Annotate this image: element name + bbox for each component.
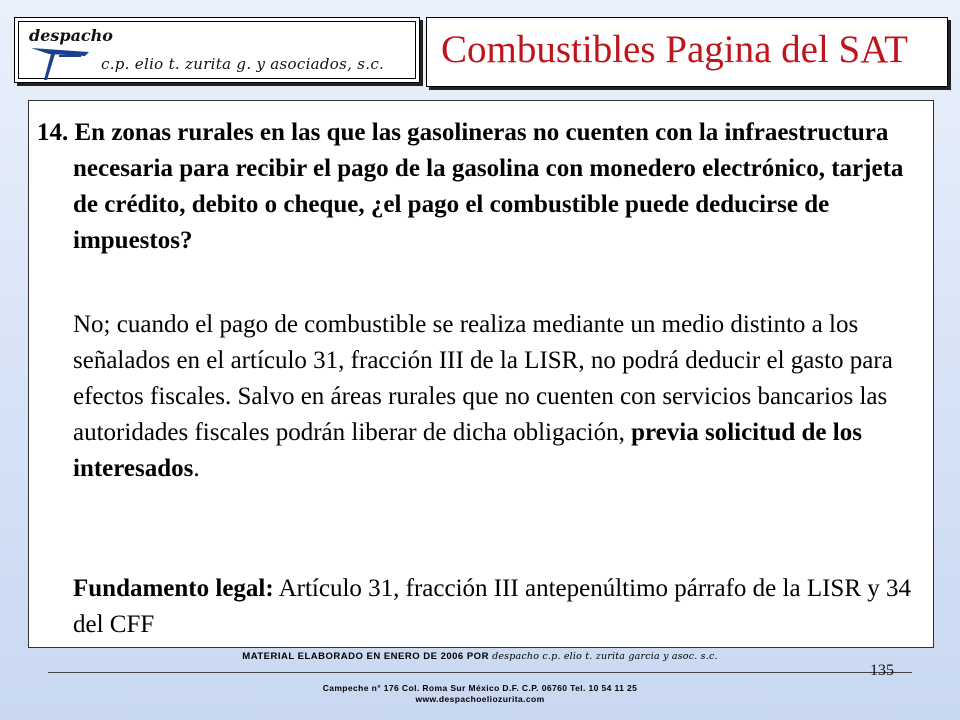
- logo-frame: [18, 21, 416, 79]
- answer-bold-text: previa solicitud de los interesados: [73, 419, 862, 482]
- firm-logo: [14, 17, 420, 83]
- content-panel: [28, 100, 934, 648]
- footer-address: Campeche n° 176 Col. Roma Sur México D.F. C.P. 06760 Tel. 10 54 11 25: [322, 683, 638, 693]
- answer-paragraph: [73, 307, 923, 487]
- footer-divider: [48, 672, 912, 673]
- fundamento-text: Artículo 31, fracción III antepenúltimo párrafo de la LISR y 34 del CFF: [73, 575, 911, 638]
- footer-website: www.despachoeliozurita.com: [415, 694, 545, 704]
- fundamento-label: Fundamento legal:: [73, 575, 274, 602]
- footer-note: [0, 651, 960, 662]
- answer-text: No; cuando el pago de combustible se realiza mediante un medio distinto a los señalados en el artículo 31, fracción III de la LISR, no podrá deducir el gasto para efectos fiscales. Salvo en áreas rurales que no cuenten con servicios bancarios las autoridades fiscales podrán liberar de dicha obligación,: [73, 311, 893, 446]
- logo-word: despacho: [29, 26, 113, 45]
- page-number: 135: [870, 662, 894, 679]
- footer-note-text: MATERIAL ELABORADO EN ENERO DE 2006 POR: [242, 651, 493, 662]
- fundamento-paragraph: [73, 571, 923, 643]
- question-text: 14. En zonas rurales en las que las gasolineras no cuenten con la infraestructura necesaria para recibir el pago de la gasolina con monedero electrónico, tarjeta de crédito, debito o cheque, ¿el pago el combustible puede deducirse de impuestos?: [37, 119, 904, 254]
- logo-firm-name: c.p. elio t. zurita g. y asociados, s.c.: [101, 55, 385, 73]
- logo-emblem-icon: [29, 42, 99, 82]
- footer-address-block: [0, 683, 960, 705]
- title-box: [426, 17, 948, 87]
- answer-end: .: [193, 455, 200, 482]
- footer-note-firm: despacho c.p. elio t. zurita garcia y asoc. s.c.: [492, 651, 718, 662]
- slide-title: Combustibles Pagina del SAT: [441, 28, 908, 71]
